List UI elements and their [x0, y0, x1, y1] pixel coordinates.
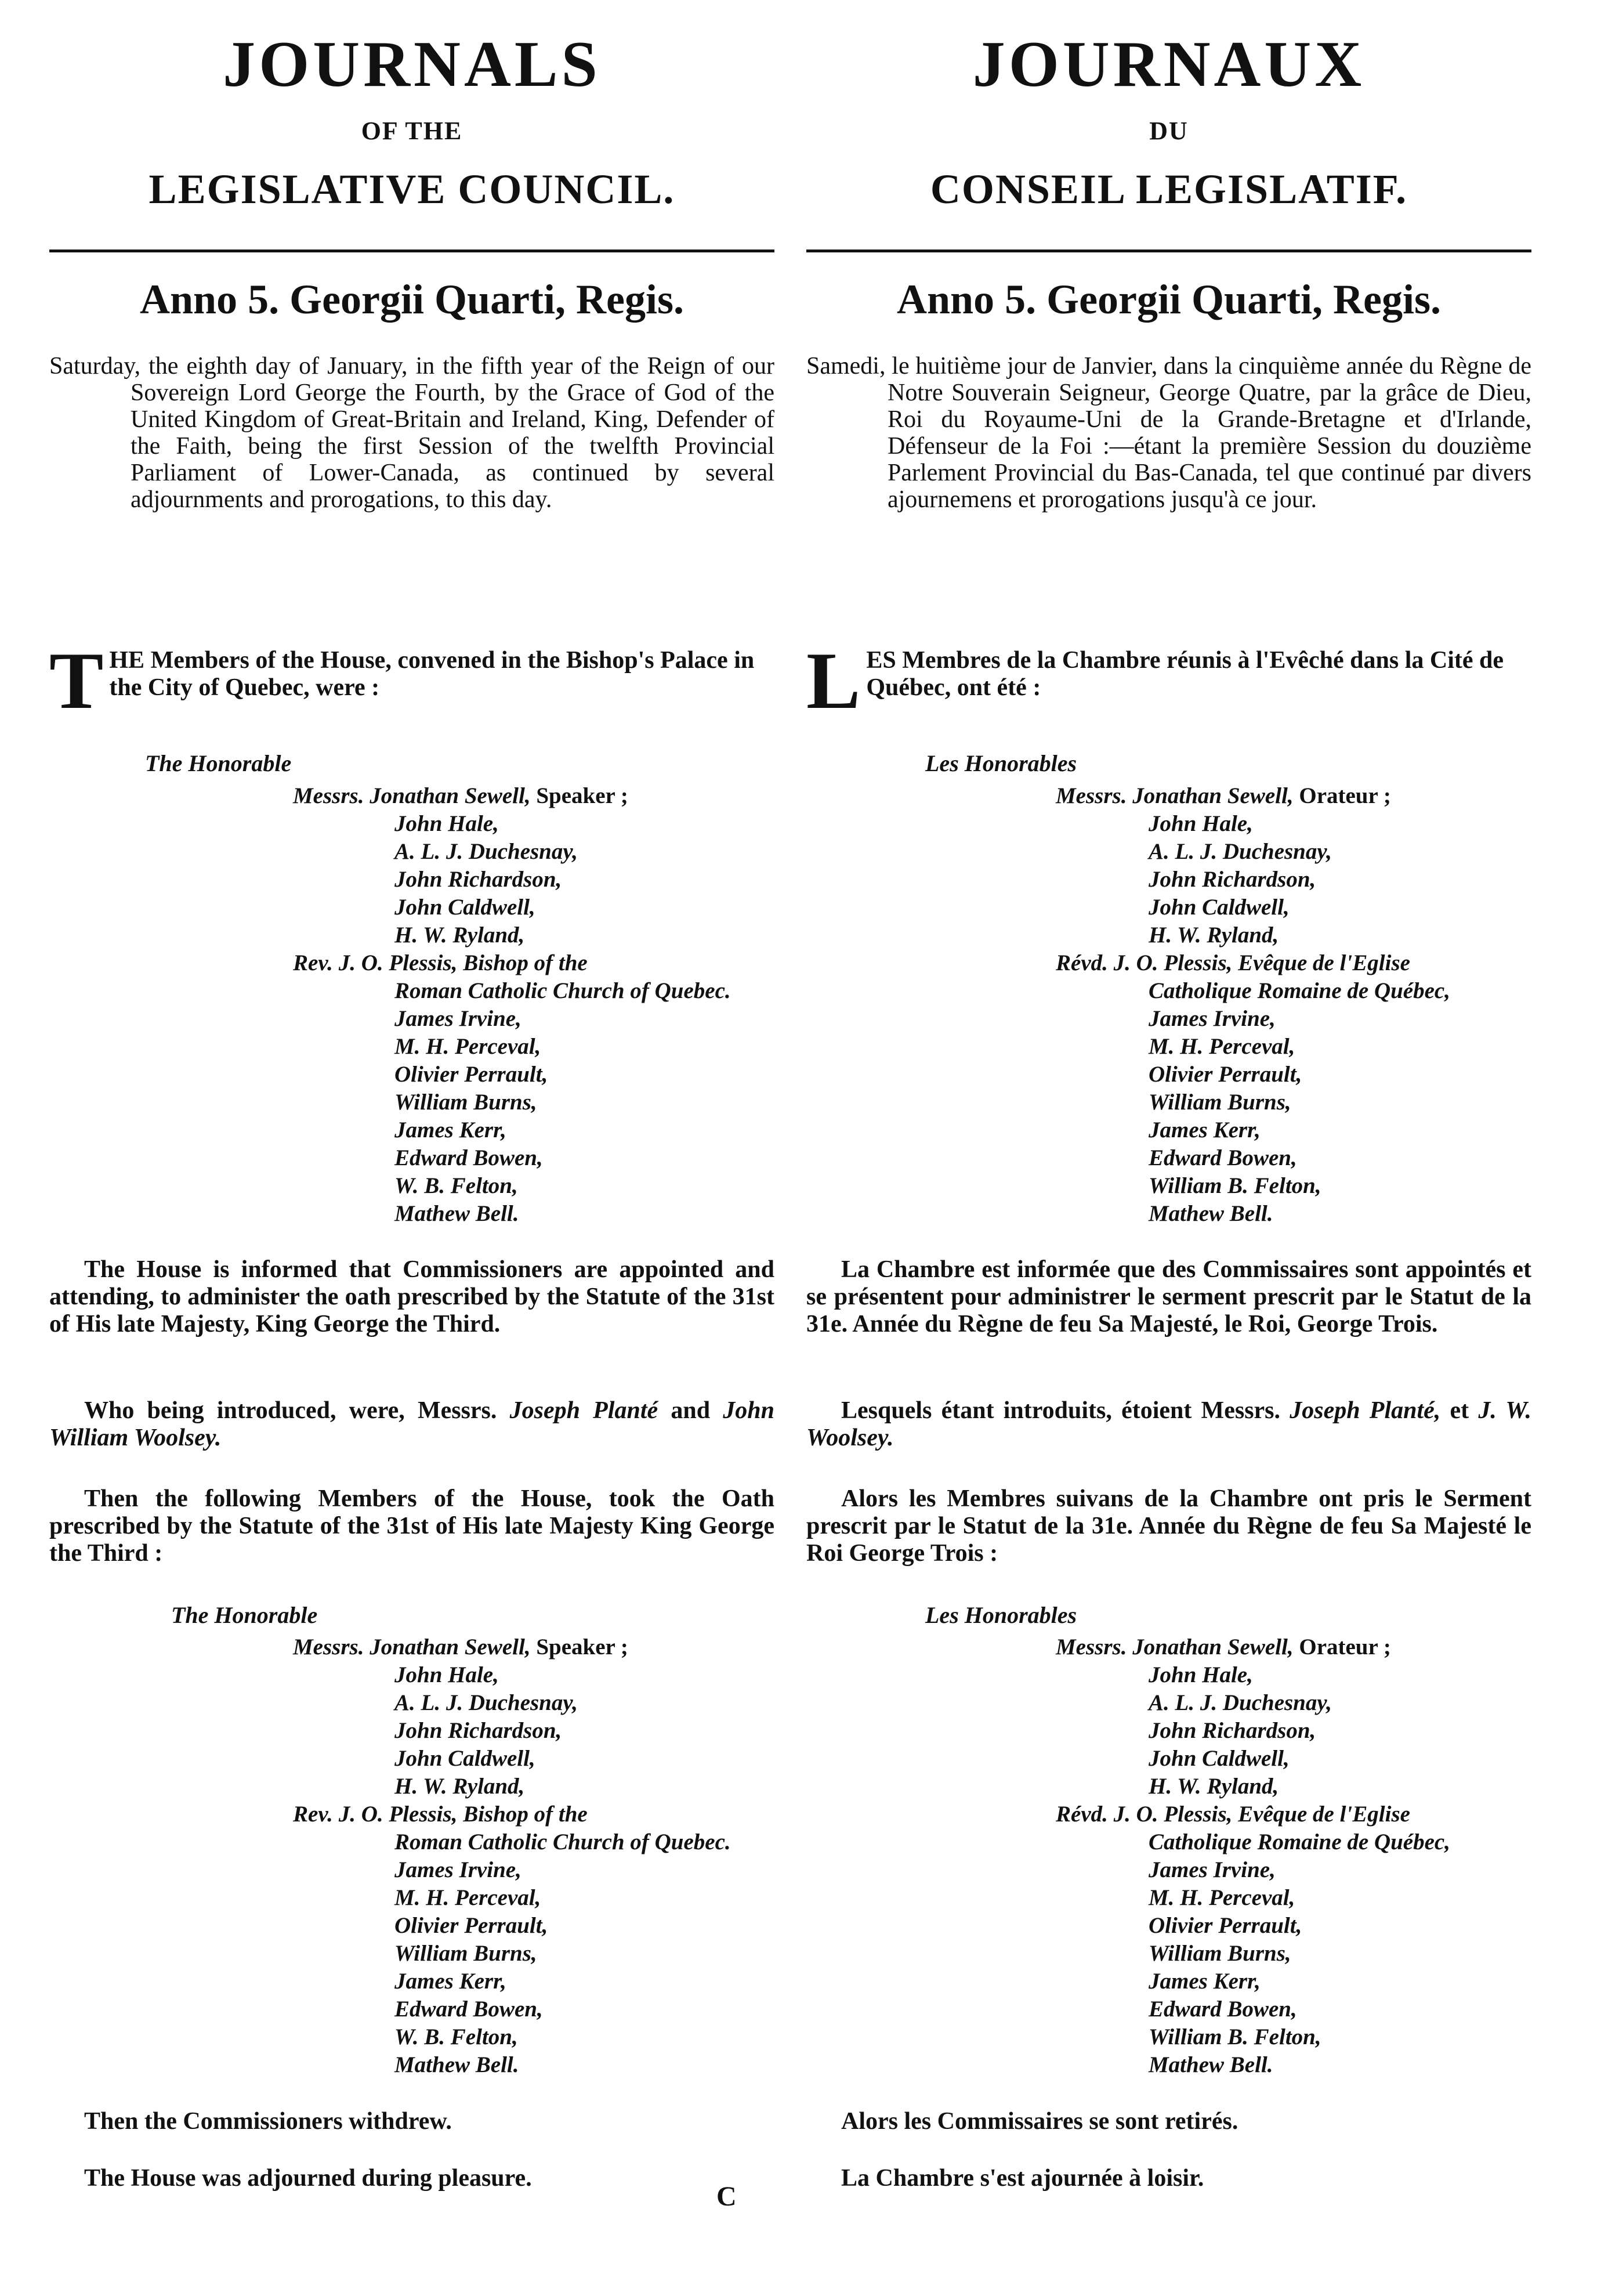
member-name: Olivier Perrault,	[1149, 1913, 1302, 1938]
member-line	[1149, 1089, 1291, 1116]
member-line	[394, 1033, 541, 1061]
member-line	[1149, 838, 1332, 866]
member-name: Jonathan Sewell,	[1132, 1635, 1294, 1659]
member-name: Catholique Romaine de Québec,	[1149, 1829, 1450, 1854]
member-line	[394, 2051, 519, 2079]
member-line	[1056, 1633, 1391, 1661]
adjourned-line: The House was adjourned during pleasure.	[84, 2165, 532, 2192]
member-name: James Kerr,	[1149, 1118, 1261, 1142]
member-name: William Burns,	[394, 1941, 537, 1966]
drop-cap: L	[806, 636, 861, 726]
member-line	[394, 1200, 519, 1228]
member-line	[1149, 1717, 1316, 1745]
member-line	[1149, 810, 1253, 838]
member-line	[1149, 1033, 1295, 1061]
member-line	[394, 838, 578, 866]
member-name: Jonathan Sewell,	[370, 783, 531, 808]
member-line	[293, 1800, 588, 1828]
member-name: John Hale,	[394, 811, 499, 836]
member-line	[1149, 2023, 1321, 2051]
member-line	[1149, 1968, 1261, 1995]
journal-subtitle: DU	[1149, 117, 1189, 145]
member-name: Catholique Romaine de Québec,	[1149, 978, 1450, 1003]
member-line	[1056, 949, 1410, 977]
member-line	[1149, 1061, 1302, 1089]
member-role: Orateur ;	[1293, 783, 1391, 808]
member-line	[394, 1089, 537, 1116]
member-line	[1149, 1689, 1332, 1717]
members-list-1	[49, 782, 774, 1235]
journal-title: JOURNALS	[223, 28, 601, 100]
member-name: James Irvine,	[1149, 1006, 1276, 1031]
member-line	[1056, 782, 1391, 810]
member-line	[394, 921, 524, 949]
member-title-prefix: Rev.	[293, 950, 339, 975]
member-line	[1149, 1912, 1302, 1940]
member-name: John Richardson,	[394, 1718, 562, 1743]
member-line	[1149, 921, 1279, 949]
member-name: M. H. Perceval,	[394, 1885, 541, 1910]
member-name: John Hale,	[1149, 1662, 1253, 1687]
member-name: W. B. Felton,	[394, 2024, 518, 2049]
member-line	[1149, 1005, 1276, 1033]
member-name: M. H. Perceval,	[394, 1034, 541, 1059]
member-line	[1149, 1828, 1450, 1856]
member-line	[394, 894, 535, 921]
member-name: H. W. Ryland,	[394, 1774, 525, 1799]
member-line	[1149, 1995, 1297, 2023]
member-name: W. B. Felton,	[394, 1173, 518, 1198]
member-line	[394, 1745, 535, 1773]
journal-title: JOURNAUX	[972, 28, 1366, 100]
oath-paragraph: Then the following Members of the House, took the Oath prescribed by the Statute of the 31st of His late Majesty King George the Third :	[49, 1485, 774, 1567]
member-name: H. W. Ryland,	[1149, 923, 1279, 948]
member-line	[1149, 1745, 1290, 1773]
introduced-name-2: J. W. Woolsey.	[806, 1397, 1532, 1451]
member-line	[394, 1061, 548, 1089]
member-role: Speaker ;	[530, 783, 628, 808]
member-name: Edward Bowen,	[394, 1145, 543, 1170]
member-name: James Irvine,	[394, 1006, 521, 1031]
member-name: John Richardson,	[1149, 867, 1316, 892]
journal-subtitle: OF THE	[361, 117, 463, 145]
introduced-paragraph	[49, 1397, 774, 1452]
heading-rule	[49, 250, 774, 252]
member-title-prefix: Messrs.	[1056, 1635, 1133, 1659]
member-line	[394, 1773, 524, 1800]
member-name: John Hale,	[394, 1662, 499, 1687]
member-line	[1149, 1200, 1273, 1228]
member-name: William Burns,	[1149, 1090, 1291, 1115]
member-name: J. O. Plessis, Bishop of the	[338, 950, 588, 975]
member-name: Jonathan Sewell,	[1132, 783, 1294, 808]
adjourned-line: La Chambre s'est ajournée à loisir.	[841, 2165, 1204, 2192]
regnal-year: Anno 5. Georgii Quarti, Regis.	[140, 276, 684, 323]
member-name: Olivier Perrault,	[1149, 1062, 1302, 1087]
member-name: Roman Catholic Church of Quebec.	[394, 1829, 731, 1854]
member-line	[394, 1717, 562, 1745]
council-title: LEGISLATIVE COUNCIL.	[149, 166, 675, 212]
member-name: James Kerr,	[394, 1118, 506, 1142]
member-name: James Kerr,	[1149, 1969, 1261, 1994]
member-line	[1149, 1856, 1276, 1884]
session-intro: Saturday, the eighth day of January, in the fifth year of the Reign of our Sovereign Lord George the Fourth, by the Grace of God of the United Kingdom of Great-Britain and Ireland, King, Defender of the Faith, being the first Session of the twelfth Provincial Parliament of Lower-Canada, as continued by several adjournments and prorogations, to this day.	[49, 353, 774, 513]
honorable-label-2: The Honorable	[171, 1602, 318, 1628]
member-name: William B. Felton,	[1149, 1173, 1321, 1198]
member-line	[394, 1828, 731, 1856]
member-line	[394, 1856, 521, 1884]
members-paragraph	[806, 636, 1531, 726]
member-name: Edward Bowen,	[1149, 1145, 1297, 1170]
member-name: J. O. Plessis, Evêque de l'Eglise	[1113, 950, 1410, 975]
member-name: Mathew Bell.	[1149, 1201, 1273, 1226]
member-line	[394, 1995, 543, 2023]
introduced-name-1: Joseph Planté,	[1290, 1397, 1441, 1424]
members-list-2	[49, 1633, 774, 2086]
member-name: A. L. J. Duchesnay,	[394, 1690, 578, 1715]
member-line	[394, 1144, 543, 1172]
member-line	[394, 2023, 518, 2051]
oath-paragraph: Alors les Membres suivans de la Chambre ont pris le Serment prescrit par le Statut de la 31e. Année du Règne de feu Sa Majesté le Roi George Trois :	[806, 1485, 1531, 1567]
commissioners-paragraph: La Chambre est informée que des Commissaires sont appointés et se présentent pour administrer le serment prescrit par le Statut de la 31e. Année du Règne de feu Sa Majesté, le Roi, George Trois.	[806, 1256, 1531, 1337]
member-line	[394, 1689, 578, 1717]
member-name: John Richardson,	[1149, 1718, 1316, 1743]
member-line	[1149, 1144, 1297, 1172]
member-title-prefix: Révd.	[1056, 1802, 1114, 1827]
member-title-prefix: Messrs.	[293, 783, 370, 808]
member-name: Edward Bowen,	[394, 1997, 543, 2022]
member-line	[1149, 894, 1290, 921]
member-name: H. W. Ryland,	[394, 923, 525, 948]
member-name: John Hale,	[1149, 811, 1253, 836]
introduced-paragraph	[806, 1397, 1531, 1452]
member-name: William Burns,	[394, 1090, 537, 1115]
member-line	[394, 866, 562, 894]
honorable-label: Les Honorables	[925, 750, 1077, 776]
member-name: John Caldwell,	[394, 1746, 535, 1771]
member-title-prefix: Révd.	[1056, 950, 1114, 975]
member-line	[394, 810, 499, 838]
introduced-pre: Lesquels étant introduits, étoient Messrs.	[841, 1397, 1281, 1424]
member-name: James Irvine,	[1149, 1857, 1276, 1882]
member-name: James Kerr,	[394, 1969, 506, 1994]
member-name: A. L. J. Duchesnay,	[1149, 1690, 1332, 1715]
member-line	[394, 1661, 499, 1689]
member-line	[1149, 1661, 1253, 1689]
member-line	[394, 977, 731, 1005]
member-line	[293, 782, 628, 810]
commissioners-paragraph: The House is informed that Commissioners are appointed and attending, to administer the oath prescribed by the Statute of the 31st of His late Majesty, King George the Third.	[49, 1256, 774, 1337]
member-name: M. H. Perceval,	[1149, 1034, 1295, 1059]
heading-rule	[806, 250, 1531, 252]
member-name: A. L. J. Duchesnay,	[394, 839, 578, 864]
member-line	[1149, 1884, 1295, 1912]
member-name: Roman Catholic Church of Quebec.	[394, 978, 731, 1003]
member-name: Mathew Bell.	[1149, 2052, 1273, 2077]
member-line	[293, 1633, 628, 1661]
member-name: Jonathan Sewell,	[370, 1635, 531, 1659]
member-name: John Richardson,	[394, 867, 562, 892]
introduced-and: et	[1450, 1397, 1469, 1424]
member-line	[394, 1968, 506, 1995]
member-line	[394, 1172, 518, 1200]
member-name: Mathew Bell.	[394, 2052, 519, 2077]
member-name: J. O. Plessis, Evêque de l'Eglise	[1113, 1802, 1410, 1827]
member-title-prefix: Messrs.	[1056, 783, 1133, 808]
member-name: James Irvine,	[394, 1857, 521, 1882]
introduced-name-2: John William Woolsey.	[49, 1397, 774, 1451]
member-line	[1149, 2051, 1273, 2079]
member-name: J. O. Plessis, Bishop of the	[338, 1802, 588, 1827]
member-line	[1149, 1116, 1261, 1144]
drop-cap: T	[49, 636, 104, 726]
member-line	[394, 1912, 548, 1940]
member-line	[1149, 1172, 1321, 1200]
introduced-pre: Who being introduced, were, Messrs.	[84, 1397, 497, 1424]
member-role: Speaker ;	[530, 1635, 628, 1659]
members-text: ES Membres de la Chambre réunis à l'Evêché dans la Cité de Québec, ont été :	[866, 647, 1504, 701]
members-paragraph	[49, 636, 774, 726]
member-title-prefix: Messrs.	[293, 1635, 370, 1659]
member-line	[394, 1005, 521, 1033]
council-title: CONSEIL LEGISLATIF.	[930, 166, 1408, 212]
member-line	[1056, 1800, 1410, 1828]
withdrew-line: Alors les Commissaires se sont retirés.	[841, 2108, 1238, 2135]
regnal-year: Anno 5. Georgii Quarti, Regis.	[897, 276, 1441, 323]
member-name: A. L. J. Duchesnay,	[1149, 839, 1332, 864]
member-name: M. H. Perceval,	[1149, 1885, 1295, 1910]
member-name: Mathew Bell.	[394, 1201, 519, 1226]
member-title-prefix: Rev.	[293, 1802, 339, 1827]
member-line	[1149, 866, 1316, 894]
member-line	[1149, 1773, 1279, 1800]
member-line	[394, 1940, 537, 1968]
member-line	[394, 1116, 506, 1144]
member-name: H. W. Ryland,	[1149, 1774, 1279, 1799]
member-name: John Caldwell,	[1149, 1746, 1290, 1771]
withdrew-line: Then the Commissioners withdrew.	[84, 2108, 452, 2135]
introduced-and: and	[671, 1397, 711, 1424]
member-name: William B. Felton,	[1149, 2024, 1321, 2049]
member-name: John Caldwell,	[394, 895, 535, 920]
introduced-name-1: Joseph Planté	[509, 1397, 658, 1424]
members-text: HE Members of the House, convened in the Bishop's Palace in the City of Quebec, were :	[109, 647, 755, 701]
member-name: John Caldwell,	[1149, 895, 1290, 920]
member-name: Edward Bowen,	[1149, 1997, 1297, 2022]
member-line	[1149, 1940, 1291, 1968]
member-name: Olivier Perrault,	[394, 1062, 548, 1087]
honorable-label: The Honorable	[145, 750, 292, 776]
member-name: William Burns,	[1149, 1941, 1291, 1966]
member-line	[1149, 977, 1450, 1005]
member-role: Orateur ;	[1293, 1635, 1391, 1659]
member-line	[394, 1884, 541, 1912]
members-list-2	[806, 1633, 1531, 2086]
member-name: Olivier Perrault,	[394, 1913, 548, 1938]
signature-mark: C	[716, 2181, 737, 2212]
member-line	[293, 949, 588, 977]
honorable-label-2: Les Honorables	[925, 1602, 1077, 1628]
session-intro: Samedi, le huitième jour de Janvier, dans la cinquième année du Règne de Notre Souverain Seigneur, George Quatre, par la grâce de Dieu, Roi du Royaume-Uni de la Grande-Bretagne et d'Irlande, Défenseur de la Foi :—étant la première Session du douzième Parlement Provincial du Bas-Canada, tel que continué par divers ajournemens et prorogations jusqu'à ce jour.	[806, 353, 1531, 513]
members-list-1	[806, 782, 1531, 1235]
